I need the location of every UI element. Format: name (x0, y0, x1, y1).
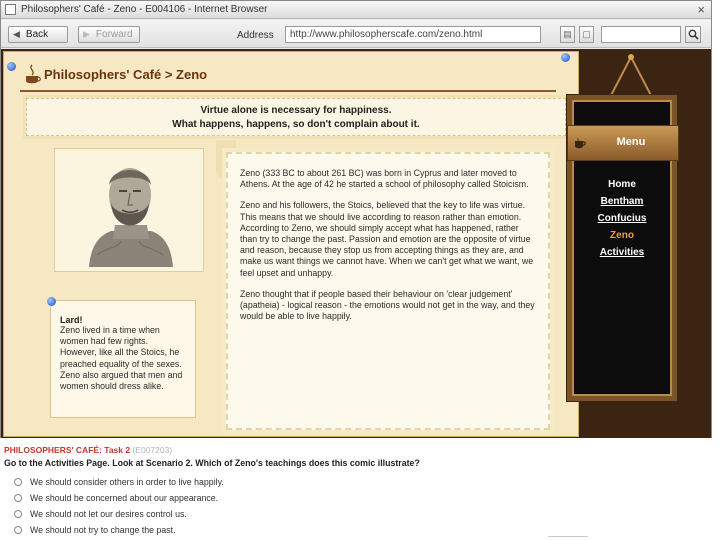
task-tag: PHILOSOPHERS' CAFÉ: Task 2 (4, 445, 131, 455)
menu-header (567, 125, 679, 161)
answer-label: We should consider others in order to live happily. (30, 477, 224, 487)
answer-option-2[interactable] (14, 492, 218, 504)
search-button[interactable] (685, 26, 701, 43)
browser-toolbar (1, 20, 711, 48)
bio-paragraph-2: Zeno and his followers, the Stoics, believed that the key to life was virtue. This means that we should live according to reason rather than emotion. According to Zeno, we should simply accept what has happened, rather than try to change the past. Passion and emotion are the opposite of virtue and reason, because they stop us from accepting things as they are, and make us want things we cannot have. When we can't get what we want, we feel upset and unhappy. (240, 200, 534, 278)
bookmark-icon[interactable]: ▢ (579, 26, 594, 43)
page-title: Philosophers' Café > Zeno (44, 67, 208, 82)
menu-item-confucius[interactable]: Confucius (597, 213, 647, 224)
back-button-label: Back (25, 29, 49, 40)
web-page-viewport (1, 49, 711, 438)
search-icon (688, 29, 699, 40)
quote-line-1: Virtue alone is necessary for happiness. (200, 105, 392, 116)
answer-option-4[interactable] (14, 524, 176, 536)
pin-icon (47, 297, 56, 306)
pin-icon (561, 53, 570, 62)
address-bar[interactable]: http://www.philosopherscafe.com/zeno.html (285, 26, 541, 43)
question-text: Go to the Activities Page. Look at Scenario 2. Which of Zeno's teachings does this comic illustrate? (4, 458, 420, 468)
bio-paragraph-3: Zeno thought that if people based their behaviour on 'clear judgement' (apatheia) - logical reason - the emotions would not get in the way, and they would be able to live happily. (240, 288, 535, 322)
biography-panel (226, 152, 550, 430)
zeno-bust-image (67, 155, 193, 267)
answer-label: We should be concerned about our appearance. (30, 493, 219, 503)
radio-button[interactable] (14, 510, 22, 518)
heading-divider (20, 90, 556, 92)
menu-item-home[interactable]: Home (608, 179, 636, 190)
parchment-page (3, 51, 579, 437)
title-bar (1, 1, 711, 19)
quote-line-2: What happens, happens, so don't complain about it. (172, 119, 420, 130)
task-header (4, 445, 172, 455)
forward-button[interactable] (78, 26, 140, 43)
forward-button-label: Forward (95, 29, 133, 40)
radio-button[interactable] (14, 526, 22, 534)
menu-item-bentham[interactable]: Bentham (600, 196, 644, 207)
window-title: Philosophers' Café - Zeno - E004106 - Internet Browser (21, 4, 268, 15)
menu-item-zeno[interactable]: Zeno (610, 230, 634, 241)
zeno-portrait (54, 148, 204, 272)
radio-button[interactable] (14, 478, 22, 486)
bio-paragraph-1: Zeno (333 BC to about 261 BC) was born in Cyprus and later moved to Athens. At the age of 42 he started a school of philosophy called Stoicism. (240, 168, 529, 190)
side-note-text: Zeno lived in a time when women had few rights. However, like all the Stoics, he preached equality of the sexes. Zeno also argued that men and women should dress alike. (60, 325, 183, 392)
side-note-card (50, 300, 196, 418)
answer-label: We should not try to change the past. (30, 525, 176, 535)
pin-icon (7, 62, 16, 71)
forward-arrow-icon: ▶ (83, 29, 90, 39)
task-code: (E007203) (132, 445, 173, 455)
side-note-title: Lard! (60, 315, 83, 325)
answer-label: We should not let our desires control us. (30, 509, 187, 519)
quote-banner (26, 98, 566, 136)
browser-app-icon (5, 4, 16, 15)
menu-title: Menu (616, 136, 646, 148)
search-input[interactable] (601, 26, 681, 43)
address-label: Address (237, 30, 274, 41)
back-button[interactable] (8, 26, 68, 43)
close-icon[interactable]: × (697, 2, 705, 17)
divider (548, 536, 588, 537)
back-arrow-icon: ◀ (13, 29, 20, 39)
page-icon[interactable]: ▤ (560, 26, 575, 43)
cafe-logo-icon (23, 64, 41, 86)
answer-option-1[interactable] (14, 476, 224, 488)
menu-item-activities[interactable]: Activities (599, 247, 645, 258)
answer-option-3[interactable] (14, 508, 187, 520)
radio-button[interactable] (14, 494, 22, 502)
